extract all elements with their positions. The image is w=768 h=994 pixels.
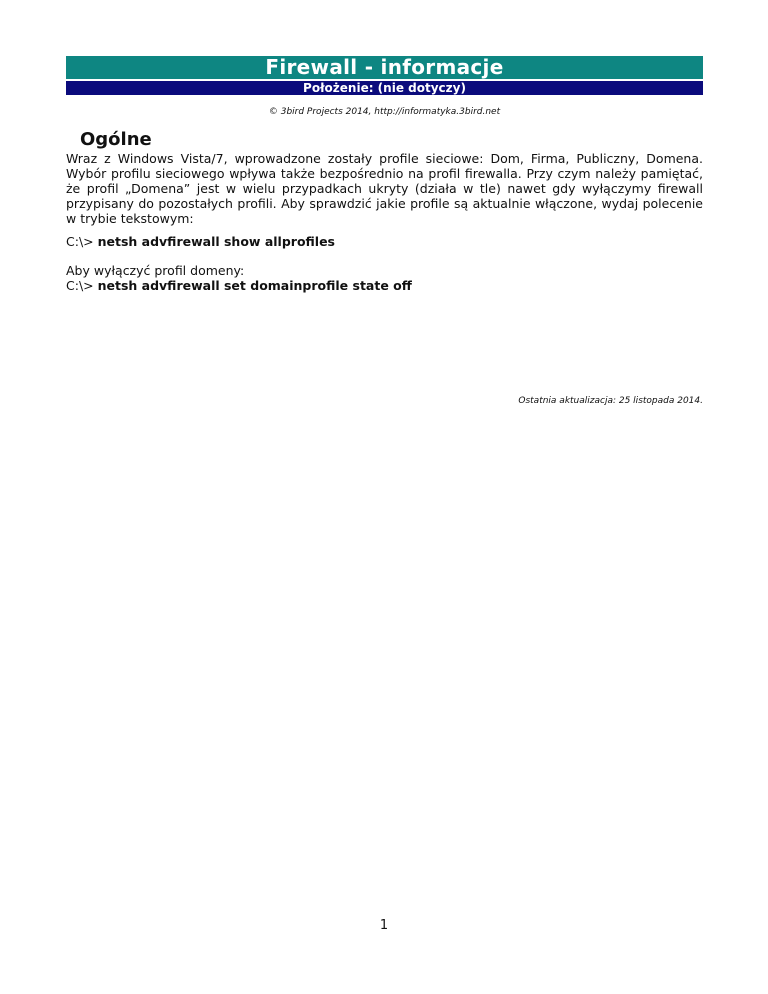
instruction-text: Aby wyłączyć profil domeny:	[66, 263, 245, 278]
section-paragraph: Wraz z Windows Vista/7, wprowadzone zostały profile sieciowe: Dom, Firma, Publiczny, Domena. Wybór profilu sieciowego wpływa także bezpośrednio na profil firewalla. Przy czym należy pamiętać, że profil „Domena” jest w wielu przypadkach ukryty (działa w tle) nawet gdy wyłączymy firewall przypisany do pozostałych profili. Aby sprawdzić jakie profile są aktualnie włączone, wydaj polecenie w trybie tekstowym:	[66, 151, 703, 226]
command-text: netsh advfirewall show allprofiles	[97, 234, 335, 249]
page-title: Firewall - informacje	[66, 56, 703, 79]
last-updated-note: Ostatnia aktualizacja: 25 listopada 2014.	[518, 396, 703, 406]
page-number: 1	[379, 918, 389, 933]
command-prompt: C:\>	[66, 234, 98, 249]
command-prompt: C:\>	[66, 278, 98, 293]
command-line-off	[66, 278, 703, 293]
command-text: netsh advfirewall set domainprofile state off	[97, 278, 412, 293]
copyright-note: © 3bird Projects 2014, http://informatyka.3bird.net	[268, 107, 501, 117]
section-heading: Ogólne	[80, 129, 152, 150]
document-page	[66, 56, 703, 407]
location-bar: Położenie: (nie dotyczy)	[66, 81, 703, 95]
command-line-show	[66, 234, 703, 249]
